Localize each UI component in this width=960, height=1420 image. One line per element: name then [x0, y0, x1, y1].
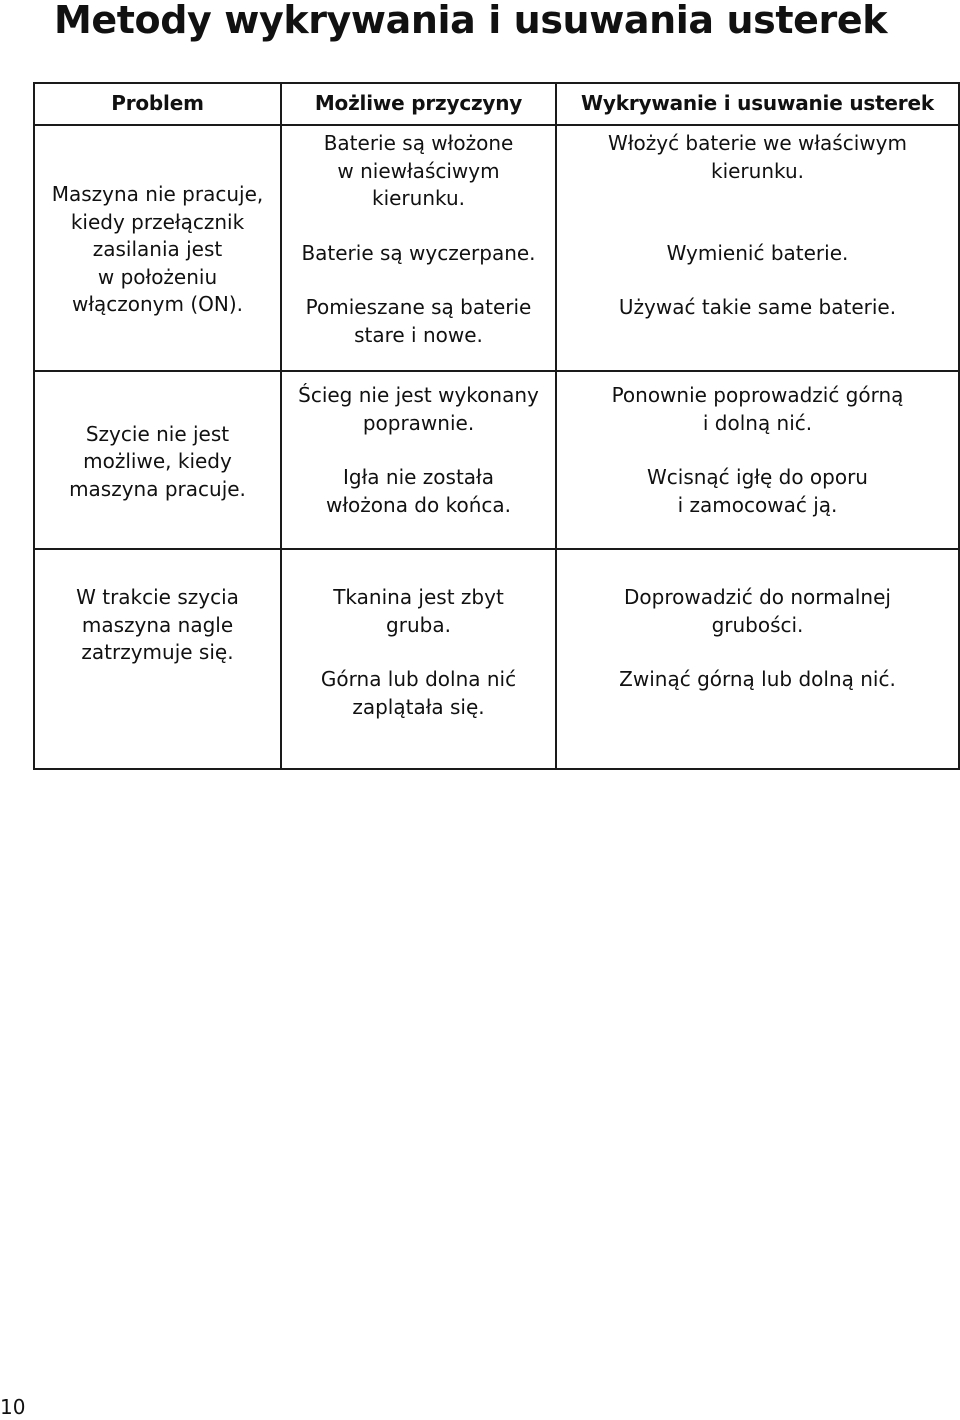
- remedy-item: [561, 294, 954, 322]
- cause-item: [286, 240, 551, 294]
- causes-cell: [281, 371, 556, 549]
- problem-line: maszyna nagle: [81, 612, 234, 637]
- table-row: [34, 125, 959, 371]
- cause-line: Igła nie została: [343, 465, 494, 489]
- problem-line: możliwe, kiedy: [83, 449, 232, 474]
- header-possible-causes: Możliwe przyczyny: [281, 83, 556, 125]
- problem-line: kiedy przełącznik: [70, 209, 245, 234]
- remedies-cell: [556, 125, 959, 371]
- remedy-item: [561, 382, 954, 464]
- problem-line: zatrzymuje się.: [81, 640, 234, 664]
- cause-item: [286, 382, 551, 464]
- cause-line: kierunku.: [371, 186, 466, 210]
- remedy-item: [561, 130, 954, 240]
- remedies-cell: [556, 549, 959, 769]
- causes-cell: [281, 549, 556, 769]
- remedy-line: Ponownie poprowadzić górną: [611, 383, 904, 407]
- remedy-line: Wymienić baterie.: [666, 241, 849, 265]
- cause-line: Pomieszane są baterie: [305, 295, 532, 319]
- remedy-line: Doprowadzić do normalnej: [624, 585, 891, 609]
- remedy-line: i zamocować ją.: [677, 492, 838, 517]
- header-problem: Problem: [34, 83, 281, 125]
- cause-line: włożona do końca.: [326, 492, 511, 517]
- cause-line: Baterie są włożone: [323, 131, 514, 155]
- troubleshooting-table: [33, 82, 960, 770]
- problem-cell: [34, 125, 281, 371]
- remedy-item: [561, 666, 954, 694]
- table-header-row: [34, 83, 959, 125]
- problem-line: Maszyna nie pracuje,: [51, 182, 264, 207]
- cause-item: [286, 666, 551, 721]
- cause-line: stare i nowe.: [354, 322, 483, 347]
- cause-item: [286, 464, 551, 519]
- table-row: [34, 549, 959, 769]
- remedy-line: Używać takie same baterie.: [618, 295, 897, 319]
- problem-line: włączonym (ON).: [71, 292, 244, 317]
- page-title: Metody wykrywania i usuwania usterek: [54, 0, 888, 42]
- cause-line: Ścieg nie jest wykonany: [298, 383, 539, 407]
- cause-item: [286, 584, 551, 666]
- remedy-line: Wcisnąć igłę do oporu: [647, 465, 868, 489]
- remedies-cell: [556, 371, 959, 549]
- cause-item: [286, 130, 551, 240]
- problem-cell: [34, 549, 281, 769]
- cause-item: [286, 294, 551, 349]
- remedy-item: [561, 240, 954, 294]
- cause-line: Tkanina jest zbyt: [333, 585, 504, 609]
- problem-line: zasilania jest: [92, 237, 223, 262]
- problem-line: maszyna pracuje.: [69, 476, 246, 501]
- problem-cell: [34, 371, 281, 549]
- page-number: 10: [0, 1395, 26, 1419]
- remedy-item: [561, 464, 954, 519]
- cause-line: Baterie są wyczerpane.: [301, 241, 536, 265]
- remedy-item: [561, 584, 954, 666]
- causes-cell: [281, 125, 556, 371]
- remedy-line: i dolną nić.: [702, 410, 813, 435]
- problem-line: W trakcie szycia: [76, 585, 239, 609]
- header-remedies: Wykrywanie i usuwanie usterek: [556, 83, 959, 125]
- remedy-line: Włożyć baterie we właściwym: [608, 131, 907, 155]
- cause-line: gruba.: [386, 612, 451, 637]
- remedy-line: Zwinąć górną lub dolną nić.: [619, 667, 896, 691]
- cause-line: zaplątała się.: [352, 694, 485, 719]
- problem-line: Szycie nie jest: [85, 421, 230, 446]
- cause-line: poprawnie.: [362, 410, 475, 435]
- remedy-line: grubości.: [711, 612, 804, 637]
- problem-line: w położeniu: [97, 264, 218, 289]
- table-row: [34, 371, 959, 549]
- remedy-line: kierunku.: [710, 158, 805, 183]
- cause-line: Górna lub dolna nić: [320, 667, 517, 691]
- cause-line: w niewłaściwym: [337, 158, 500, 183]
